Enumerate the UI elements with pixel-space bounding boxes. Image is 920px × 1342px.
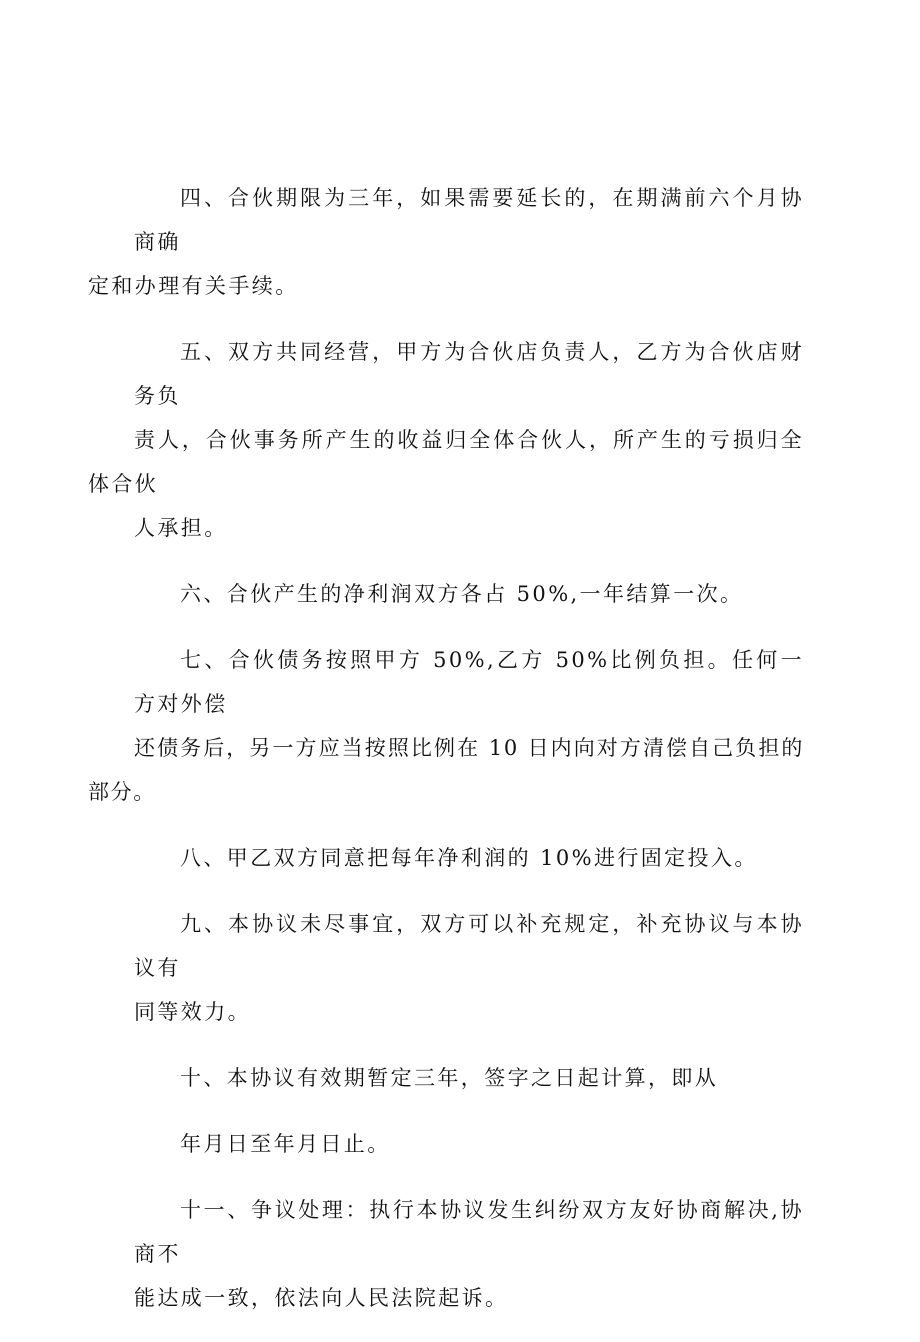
clause-9-line-2: 同等效力。 [134, 1000, 251, 1024]
clause-10 [134, 1056, 804, 1100]
clause-8 [134, 836, 804, 880]
clause-10-dates-line: 年月日至年月日止。 [180, 1132, 391, 1156]
clause-8-line-1: 八、甲乙双方同意把每年净利润的 10%进行固定投入。 [180, 846, 758, 870]
document-body [88, 176, 804, 1342]
clause-5 [88, 330, 804, 550]
clause-6 [134, 572, 804, 616]
clause-9 [134, 902, 804, 1034]
clause-11-line-1: 十一、争议处理：执行本协议发生纠纷双方友好协商解决,协商不 [134, 1198, 804, 1266]
clause-4-line-1: 四、合伙期限为三年，如果需要延长的，在期满前六个月协商确 [134, 186, 804, 254]
clause-11-line-2: 能达成一致，依法向人民法院起诉。 [134, 1286, 509, 1310]
clause-10-line-1: 十、本协议有效期暂定三年，签字之日起计算，即从 [180, 1066, 719, 1090]
clause-5-line-2: 责人，合伙事务所产生的收益归全体合伙人，所产生的亏损归全体合伙 [88, 428, 804, 496]
clause-4 [88, 176, 804, 308]
clause-7-line-1: 七、合伙债务按照甲方 50%,乙方 50%比例负担。任何一方对外偿 [134, 648, 804, 716]
clause-5-line-1: 五、双方共同经营，甲方为合伙店负责人，乙方为合伙店财务负 [134, 340, 804, 408]
clause-4-line-2: 定和办理有关手续。 [88, 274, 299, 298]
clause-6-line-1: 六、合伙产生的净利润双方各占 50%,一年结算一次。 [180, 582, 744, 606]
clause-7-line-2: 还债务后，另一方应当按照比例在 10 日内向对方清偿自己负担的部分。 [88, 736, 804, 804]
clause-9-line-1: 九、本协议未尽事宜，双方可以补充规定，补充协议与本协议有 [134, 912, 804, 980]
clause-7 [88, 638, 804, 814]
clause-5-line-3: 人承担。 [134, 516, 228, 540]
clause-10-dates [134, 1122, 804, 1166]
clause-11 [134, 1188, 804, 1320]
